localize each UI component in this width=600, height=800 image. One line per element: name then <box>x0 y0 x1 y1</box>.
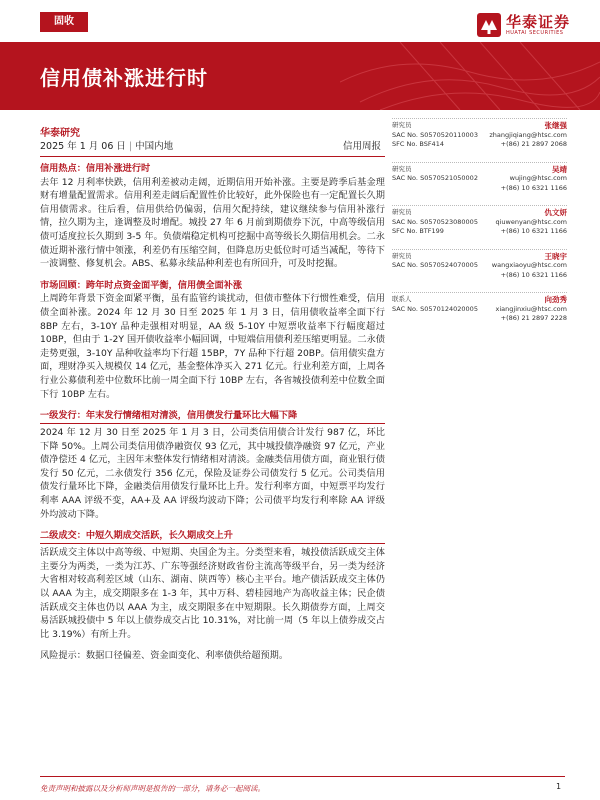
report-type: 信用周报 <box>342 141 381 152</box>
license-number: S0570524070005 <box>420 261 478 269</box>
license-label: SAC No. <box>392 174 418 182</box>
section-heading: 信用热点：信用补涨进行时 <box>40 163 151 174</box>
section-body: 2024 年 12 月 30 日至 2025 年 1 月 3 日，公司类信用债合计发行 987 亿，环比下降 50%。上周公司类信用债净融资仅 93 亿元，其中城投债净融资 97 亿元，产业债净偿还 4 亿元，主因年末整体发行情绪相对清淡。金融类信用债方面，商业银行债发行 50 亿元，二永债发行 356 亿元，保险及证券公司债发行 5 亿元。公司类信用债发行量环比下降，金融类信用债发行量环比上升。发行利率方面，中短票平均发行利率 AAA 评级不变，AA+及 AA 评级均波动下降；公司债平均发行利率除 AA 评级外均波动下降。 <box>40 427 385 520</box>
section-primary-issuance <box>40 409 385 521</box>
license-number: BTF199 <box>419 227 444 235</box>
title-banner <box>0 42 600 110</box>
analyst-name: 仇文妍 <box>544 208 567 217</box>
analyst-email[interactable]: wangxiaoyu@htsc.com <box>491 261 567 269</box>
analyst-name: 吴靖 <box>552 164 567 174</box>
analyst-phone: +(86) 10 6321 1166 <box>500 270 567 279</box>
section-body: 去年 12 月利率快跌，信用利差被动走阔，近期信用开始补涨。主要是跨季后基金理财有增量配置需求。信用利差走阔后配置性价比较好，此外保险也有一定配置长久期信用债需求。往后看，信用供给仍偏弱，信用欠配持续，建议继续参与信用补涨行情，拉久期为主，逢调整及时增配。城投 27 年 6 月前到期债券下沉，中高等级信用债可适度拉长久期到 3-5 年。负债端稳定机构可挖掘中高等级长久期信用机会。二永债近期补涨行情中领涨，利差仍有压缩空间，但降息历史低位时可适当减配，等待下一波调整、修复机会。ABS、私募永续品种利差也有所回升，可及时挖掘。 <box>40 176 385 270</box>
category-tag: 固收 <box>40 12 88 32</box>
report-region: 中国内地 <box>135 141 174 152</box>
footer-divider <box>40 776 565 777</box>
license-label: SAC No. <box>392 261 418 269</box>
section-secondary-trading <box>40 529 385 641</box>
analyst-phone: +(86) 10 6321 1166 <box>500 227 567 235</box>
report-title: 信用债补涨进行时 <box>40 66 208 90</box>
analyst-phone: +(86) 10 6321 1166 <box>500 183 567 192</box>
logo-chinese: 华泰证券 <box>506 13 571 31</box>
footer-disclaimer: 免责声明和披露以及分析师声明是报告的一部分，请务必一起阅读。 <box>40 784 265 793</box>
section-body: 上周跨年背景下资金面紧平衡，虽有监管约谈扰动，但债市整体下行惯性难受，信用债全面补涨。2024 年 12 月 30 日至 2025 年 1 月 3 日，信用债收益率全面下行 8BP 左右，3-10Y 品种走强相对明显，AA 级 5-10Y 中短票收益率下行幅度超过 10BP，但由于 1-2Y 国开债收益率小幅回调，中短端信用债利差压缩更明显。二永债走势更强，3-10Y 品种收益率均下行超 15BP，7Y 品种下行超 20BP。信用债实盘方面，理财净买入规模仅 14 亿元，基金整体净买入 271 亿元。行业利差方面，上周各行业公募债利差中位数环比前一周全面下行 10BP 左右，各省城投债利差中位数全面下行 10BP 左右。 <box>40 293 385 400</box>
license-number: S0570520110003 <box>420 130 478 139</box>
huatai-logo-icon <box>476 12 502 38</box>
page-number: 1 <box>556 782 562 791</box>
banner-decoration <box>340 42 600 110</box>
analyst-role: 研究员 <box>392 164 412 173</box>
license-label: SAC No. <box>392 304 418 313</box>
analyst-card <box>392 162 567 194</box>
license-number: S0570523080005 <box>420 217 478 226</box>
report-meta: 2025 年 1 月 06 日 | 中国内地 信用周报 <box>40 138 385 157</box>
analyst-role: 研究员 <box>392 208 412 216</box>
section-heading: 二级成交：中短久期成交活跃，长久期成交上升 <box>40 529 385 544</box>
logo-english: HUATAI SECURITIES <box>506 30 564 36</box>
license-label: SFC No. <box>392 140 418 148</box>
analyst-sidebar <box>392 118 567 336</box>
risk-warning: 风险提示：数据口径偏差、资金面变化、利率债供给超预期。 <box>40 650 289 662</box>
analyst-card <box>392 249 567 281</box>
section-body: 活跃成交主体以中高等级、中短期、央国企为主。分类型来看，城投债活跃成交主体主要分为两类，一类为江苏、广东等强经济财政省份主流高等级平台，另一类为经济大省相对较高利差区域（山东、湖南、陕西等）核心主平台。地产债活跃成交主体仍以 AAA 为主，成交期限多在 1-3 年，其中万科、碧桂园地产为高收益主体；民企债活跃成交主体也仍以 AAA 为主，成交期限多在中短期限。长久期债券方面，上周交易活跃城投债中 5 年以上债券成交占比 10.31%，对比前一周（5 年以上债券成交占比 3.19%）有所上升。 <box>40 547 385 640</box>
analyst-phone: +(86) 21 2897 2228 <box>500 314 567 322</box>
analyst-email[interactable]: zhangjiqiang@htsc.com <box>489 130 567 139</box>
analyst-name: 王晓宇 <box>544 251 567 261</box>
analyst-name: 向劲秀 <box>544 295 567 304</box>
research-org: 华泰研究 <box>40 128 80 139</box>
analyst-card <box>392 118 567 150</box>
main-content <box>40 162 385 663</box>
report-date: 2025 年 1 月 06 日 <box>40 141 126 152</box>
section-heading: 一级发行：年末发行情绪相对清淡，信用债发行量环比大幅下降 <box>40 409 385 424</box>
analyst-card <box>392 292 567 324</box>
license-number: S0570521050002 <box>420 174 478 182</box>
license-label: SAC No. <box>392 130 418 139</box>
brand-logo <box>476 12 570 38</box>
analyst-role: 研究员 <box>392 251 412 260</box>
section-hot-topic <box>40 162 385 271</box>
license-number: S0570124020005 <box>420 304 478 313</box>
analyst-role: 联系人 <box>392 295 412 303</box>
license-number: BSF414 <box>419 140 444 148</box>
analyst-name: 张继强 <box>544 121 567 130</box>
section-market-review <box>40 279 385 401</box>
analyst-email[interactable]: wujing@htsc.com <box>509 174 567 182</box>
license-label: SFC No. <box>392 227 418 235</box>
license-label: SAC No. <box>392 217 418 226</box>
analyst-email[interactable]: qiuwenyan@htsc.com <box>495 217 567 226</box>
section-heading: 市场回顾：跨年时点资金面平衡，信用债全面补涨 <box>40 279 243 291</box>
analyst-email[interactable]: xiangjinxiu@htsc.com <box>495 304 567 313</box>
analyst-role: 研究员 <box>392 121 412 129</box>
analyst-phone: +(86) 21 2897 2068 <box>500 140 567 148</box>
analyst-card <box>392 205 567 237</box>
